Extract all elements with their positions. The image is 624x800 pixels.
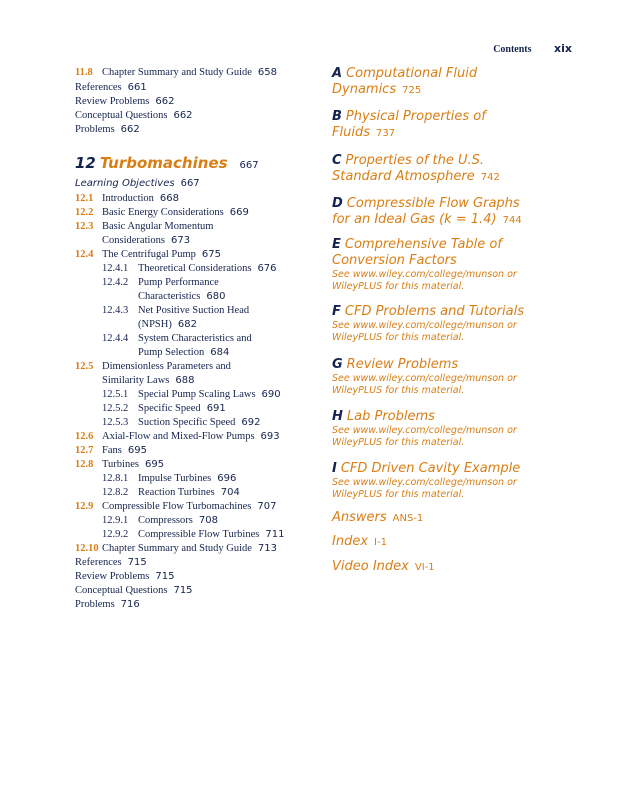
appendix-letter: I	[332, 461, 337, 476]
page-number: 696	[217, 473, 237, 484]
appendix-title-continued: Fluids	[332, 125, 370, 140]
section-title: Problems	[75, 124, 115, 135]
chapter-number: 12	[75, 154, 96, 172]
page-number: 695	[127, 445, 147, 456]
toc-entry[interactable]	[75, 360, 231, 373]
toc-subentry[interactable]	[102, 402, 226, 415]
toc-subentry-continuation[interactable]	[138, 290, 225, 303]
toc-entry-continuation[interactable]	[102, 374, 194, 387]
section-title: Problems	[75, 599, 115, 610]
section-title: Axial-Flow and Mixed-Flow Pumps	[102, 431, 255, 442]
section-title: Chapter Summary and Study Guide	[102, 67, 252, 78]
section-title-continued: Similarity Laws	[102, 375, 170, 386]
toc-entry[interactable]	[75, 206, 249, 219]
page-number: 680	[206, 291, 226, 302]
toc-subentry[interactable]	[102, 332, 252, 345]
appendix-letter: E	[332, 237, 341, 252]
section-number: 12.2	[75, 207, 94, 218]
toc-entry[interactable]	[75, 542, 277, 555]
section-title: Chapter Summary and Study Guide	[102, 543, 252, 554]
appendix-note: See www.wiley.com/college/munson or	[332, 477, 517, 488]
appendix-note-continued: WileyPLUS for this material.	[332, 384, 465, 396]
appendix-title: Comprehensive Table of	[344, 237, 502, 252]
appendix-entry-a[interactable]	[332, 66, 477, 99]
appendix-entry-g[interactable]	[332, 357, 517, 396]
page-number: 667	[239, 160, 259, 171]
appendix-title: CFD Driven Cavity Example	[340, 461, 521, 476]
toc-entry[interactable]	[75, 220, 213, 233]
page-number: ANS-1	[392, 513, 424, 524]
section-title: References	[75, 557, 122, 568]
appendix-title: Lab Problems	[346, 409, 435, 424]
appendix-note: See www.wiley.com/college/munson or	[332, 425, 517, 436]
section-title: Basic Angular Momentum	[102, 221, 214, 232]
subsection-number: 12.5.2	[102, 403, 129, 414]
appendix-entry-b[interactable]	[332, 109, 486, 142]
page-number: 661	[127, 82, 147, 93]
toc-entry[interactable]	[75, 123, 140, 136]
subsection-number: 12.9.2	[102, 529, 129, 540]
page-number: 662	[173, 110, 193, 121]
page-number: 713	[257, 543, 277, 554]
section-number: 12.3	[75, 221, 94, 232]
subsection-title: Compressors	[138, 515, 193, 526]
page-number: 673	[171, 235, 191, 246]
subsection-title: System Characteristics and	[138, 333, 252, 344]
page-number: 693	[260, 431, 280, 442]
appendix-title-continued: Dynamics	[332, 82, 397, 97]
subsection-title: Reaction Turbines	[138, 487, 215, 498]
toc-subentry-continuation[interactable]	[138, 318, 197, 331]
running-head	[493, 42, 572, 55]
subsection-title-continued: Characteristics	[138, 291, 201, 302]
appendix-title-continued: Conversion Factors	[332, 253, 457, 268]
learning-objectives-label: Learning Objectives	[75, 178, 175, 189]
section-number: 12.6	[75, 431, 94, 442]
subsection-title-continued: Pump Selection	[138, 347, 205, 358]
page-number: 658	[257, 67, 277, 78]
appendix-note: See www.wiley.com/college/munson or	[332, 373, 517, 384]
page-number: 662	[155, 96, 175, 107]
back-matter-title: Video Index	[332, 559, 409, 574]
video-index-entry[interactable]	[332, 559, 435, 576]
page-number: 715	[155, 571, 175, 582]
toc-subentry[interactable]	[102, 276, 219, 289]
page-number: 716	[120, 599, 140, 610]
subsection-number: 12.4.2	[102, 277, 129, 288]
appendix-note-continued: WileyPLUS for this material.	[332, 436, 465, 448]
section-number: 12.10	[75, 543, 99, 554]
toc-subentry[interactable]	[102, 472, 236, 485]
subsection-title: Specific Speed	[138, 403, 201, 414]
learning-objectives-entry[interactable]	[75, 177, 200, 190]
subsection-number: 12.4.1	[102, 263, 129, 274]
page-number: 715	[127, 557, 147, 568]
toc-entry[interactable]	[75, 95, 174, 108]
section-number: 11.8	[75, 67, 93, 78]
appendix-entry-c[interactable]	[332, 153, 500, 186]
page-number: I-1	[374, 537, 387, 548]
subsection-title-continued: (NPSH)	[138, 319, 172, 330]
toc-entry[interactable]	[75, 444, 147, 457]
section-title: Compressible Flow Turbomachines	[102, 501, 252, 512]
appendix-note-continued: WileyPLUS for this material.	[332, 331, 465, 343]
page-number: 744	[502, 215, 522, 226]
appendix-entry-e[interactable]	[332, 237, 517, 292]
appendix-note: See www.wiley.com/college/munson or	[332, 320, 517, 331]
toc-entry[interactable]	[75, 570, 174, 583]
subsection-number: 12.5.1	[102, 389, 129, 400]
section-title: Fans	[102, 445, 122, 456]
section-title: Introduction	[102, 193, 154, 204]
appendix-title: CFD Problems and Tutorials	[344, 304, 524, 319]
appendix-note-continued: WileyPLUS for this material.	[332, 488, 465, 500]
answers-entry[interactable]	[332, 510, 423, 527]
page-number: 742	[480, 172, 500, 183]
toc-entry[interactable]	[75, 192, 179, 205]
section-title: Conceptual Questions	[75, 585, 168, 596]
appendix-title: Compressible Flow Graphs	[346, 196, 520, 211]
appendix-letter: C	[332, 153, 342, 168]
toc-subentry[interactable]	[102, 388, 281, 401]
toc-entry[interactable]	[75, 81, 147, 94]
subsection-title: Impulse Turbines	[138, 473, 212, 484]
section-title: Basic Energy Considerations	[102, 207, 224, 218]
subsection-title: Special Pump Scaling Laws	[138, 389, 256, 400]
toc-subentry-continuation[interactable]	[138, 346, 229, 359]
section-title: References	[75, 82, 122, 93]
chapter-heading[interactable]	[75, 154, 259, 173]
page-number: 707	[257, 501, 277, 512]
section-number: 12.1	[75, 193, 94, 204]
page-number: VI-1	[414, 562, 435, 573]
page-number: 725	[402, 85, 422, 96]
subsection-number: 12.4.4	[102, 333, 129, 344]
subsection-number: 12.4.3	[102, 305, 129, 316]
section-number: 12.5	[75, 361, 94, 372]
appendix-entry-f[interactable]	[332, 304, 524, 343]
toc-subentry[interactable]	[102, 528, 284, 541]
toc-entry[interactable]	[75, 458, 164, 471]
appendix-letter: F	[332, 304, 341, 319]
page-number: 688	[175, 375, 195, 386]
subsection-number: 12.8.1	[102, 473, 129, 484]
appendix-title: Physical Properties of	[345, 109, 486, 124]
toc-subentry[interactable]	[102, 304, 249, 317]
section-number: 12.9	[75, 501, 94, 512]
page-number: 715	[173, 585, 193, 596]
subsection-title: Pump Performance	[138, 277, 219, 288]
section-title: Review Problems	[75, 96, 150, 107]
subsection-number: 12.8.2	[102, 487, 129, 498]
appendix-note-continued: WileyPLUS for this material.	[332, 280, 465, 292]
section-title: Review Problems	[75, 571, 150, 582]
appendix-letter: D	[332, 196, 343, 211]
toc-entry[interactable]	[75, 248, 221, 261]
running-head-page: xix	[554, 42, 572, 55]
subsection-title: Suction Specific Speed	[138, 417, 236, 428]
appendix-title-continued: for an Ideal Gas (k = 1.4)	[332, 212, 497, 227]
back-matter-title: Index	[332, 534, 369, 549]
appendix-letter: A	[332, 66, 343, 81]
appendix-letter: H	[332, 409, 343, 424]
appendix-letter: B	[332, 109, 342, 124]
page-number: 662	[120, 124, 140, 135]
section-title: Conceptual Questions	[75, 110, 168, 121]
appendix-title: Computational Fluid	[346, 66, 478, 81]
toc-entry[interactable]	[75, 584, 193, 597]
subsection-number: 12.5.3	[102, 417, 129, 428]
appendix-note: See www.wiley.com/college/munson or	[332, 269, 517, 280]
appendix-title-continued: Standard Atmosphere	[332, 169, 475, 184]
page-number: 676	[257, 263, 277, 274]
page-number: 704	[220, 487, 240, 498]
appendix-entry-h[interactable]	[332, 409, 517, 448]
toc-entry[interactable]	[75, 556, 147, 569]
page-number: 682	[177, 319, 197, 330]
section-number: 12.8	[75, 459, 94, 470]
toc-entry[interactable]	[75, 109, 193, 122]
toc-entry[interactable]	[75, 500, 276, 513]
page-number: 690	[261, 389, 281, 400]
page-number: 668	[159, 193, 179, 204]
page-number: 708	[198, 515, 218, 526]
toc-entry[interactable]	[75, 66, 277, 79]
page-number: 737	[375, 128, 396, 139]
toc-subentry[interactable]	[102, 514, 218, 527]
toc-subentry[interactable]	[102, 262, 277, 275]
appendix-title: Properties of the U.S.	[345, 153, 485, 168]
section-title: The Centrifugal Pump	[102, 249, 196, 260]
page-number: 711	[265, 529, 285, 540]
chapter-title: Turbomachines	[99, 154, 228, 172]
subsection-title: Compressible Flow Turbines	[138, 529, 260, 540]
appendix-letter: G	[332, 357, 343, 372]
toc-subentry[interactable]	[102, 416, 261, 429]
toc-entry[interactable]	[75, 598, 140, 611]
section-number: 12.7	[75, 445, 94, 456]
index-entry[interactable]	[332, 534, 387, 551]
page-number: 667	[180, 178, 200, 189]
appendix-entry-d[interactable]	[332, 196, 522, 229]
toc-entry-continuation[interactable]	[102, 234, 190, 247]
toc-subentry[interactable]	[102, 486, 240, 499]
subsection-title: Theoretical Considerations	[138, 263, 252, 274]
page-number: 675	[201, 249, 221, 260]
toc-entry[interactable]	[75, 430, 280, 443]
subsection-number: 12.9.1	[102, 515, 129, 526]
appendix-title: Review Problems	[346, 357, 459, 372]
page-number: 684	[210, 347, 230, 358]
appendix-entry-i[interactable]	[332, 461, 520, 500]
back-matter-title: Answers	[332, 510, 387, 525]
page-number: 692	[241, 417, 261, 428]
page-number: 691	[206, 403, 226, 414]
section-number: 12.4	[75, 249, 94, 260]
page-number: 695	[144, 459, 165, 470]
running-head-label: Contents	[493, 44, 532, 55]
section-title-continued: Considerations	[102, 235, 165, 246]
subsection-title: Net Positive Suction Head	[138, 305, 250, 316]
section-title: Turbines	[102, 459, 139, 470]
page-number: 669	[229, 207, 249, 218]
section-title: Dimensionless Parameters and	[102, 361, 231, 372]
